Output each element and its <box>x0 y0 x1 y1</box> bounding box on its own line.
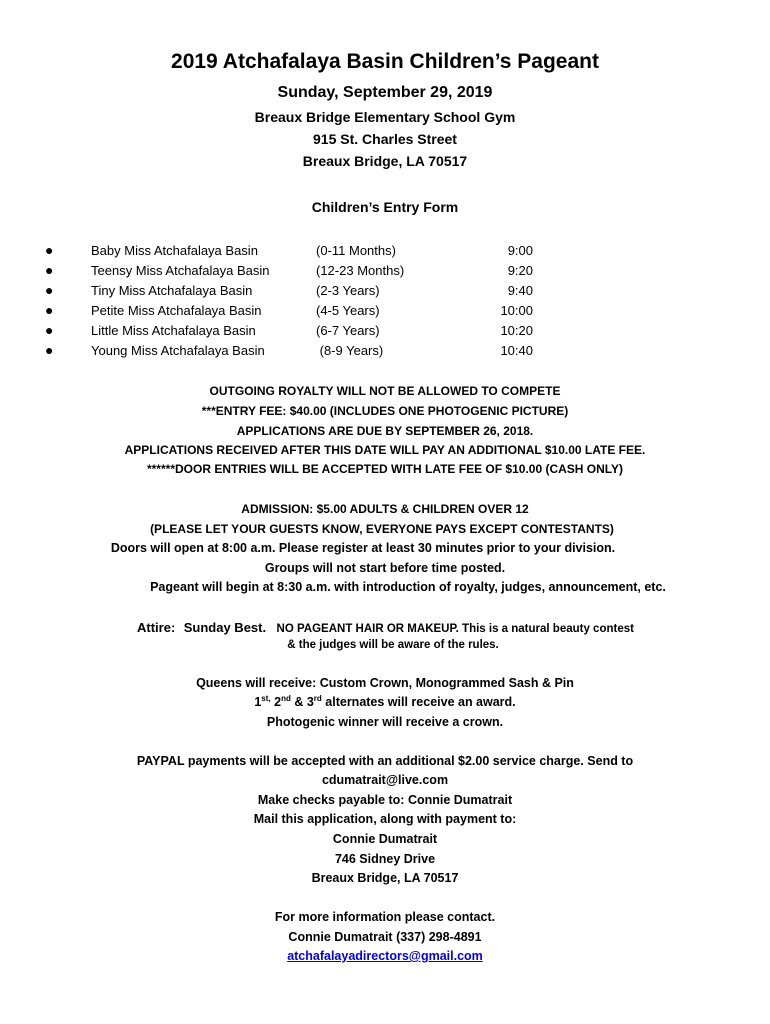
attire-line <box>137 619 634 637</box>
division-name: Young Miss Atchafalaya Basin <box>91 343 265 358</box>
bullet-icon: ● <box>45 342 54 358</box>
rule-royalty: OUTGOING ROYALTY WILL NOT BE ALLOWED TO COMPETE <box>209 384 561 398</box>
rule-due-date: APPLICATIONS ARE DUE BY SEPTEMBER 26, 2018. <box>236 424 534 438</box>
division-time: 9:00 <box>507 243 533 258</box>
mail-name: Connie Dumatrait <box>332 832 438 846</box>
attire-description: NO PAGEANT HAIR OR MAKEUP. This is a natural beauty contest <box>276 623 634 635</box>
contact-email-wrap <box>0 949 770 963</box>
contact-email-link[interactable]: atchafalayadirectors@gmail.com <box>287 949 483 963</box>
venue-name: Breaux Bridge Elementary School Gym <box>254 109 516 125</box>
checks-payable: Make checks payable to: Connie Dumatrait <box>257 793 513 807</box>
event-date: Sunday, September 29, 2019 <box>277 84 493 101</box>
alternates-award: $1^{st,}$ 2nd & 3rd alternates will receive an award. <box>254 693 516 709</box>
division-row <box>0 343 770 363</box>
division-age: (6-7 Years) <box>316 323 380 338</box>
division-row <box>0 323 770 343</box>
pageant-start-note: Pageant will begin at 8:30 a.m. with introduction of royalty, judges, announcement, etc. <box>150 580 666 594</box>
division-age: (4-5 Years) <box>316 303 380 318</box>
attire-description-2: & the judges will be aware of the rules. <box>287 639 499 651</box>
bullet-icon: ● <box>45 282 54 298</box>
division-name: Petite Miss Atchafalaya Basin <box>91 303 262 318</box>
venue-street: 915 St. Charles Street <box>313 131 457 147</box>
bullet-icon: ● <box>45 302 54 318</box>
mail-street: 746 Sidney Drive <box>334 852 436 866</box>
division-age: (8-9 Years) <box>316 343 384 358</box>
division-time: 9:20 <box>507 263 533 278</box>
bullet-icon: ● <box>45 322 54 338</box>
contact-intro: For more information please contact. <box>274 910 496 924</box>
division-name: Tiny Miss Atchafalaya Basin <box>91 283 253 298</box>
division-age: (0-11 Months) <box>316 243 396 258</box>
form-title: Children’s Entry Form <box>311 199 459 215</box>
division-time: 9:40 <box>507 283 533 298</box>
division-row <box>0 263 770 283</box>
attire-value: Sunday Best. <box>183 620 267 635</box>
division-row <box>0 303 770 323</box>
venue-city: Breaux Bridge, LA 70517 <box>302 153 468 169</box>
rule-entry-fee: ***ENTRY FEE: $40.00 (INCLUDES ONE PHOTOGENIC PICTURE) <box>201 404 569 418</box>
division-time: 10:40 <box>500 343 533 358</box>
division-time: 10:00 <box>500 303 533 318</box>
division-age: (12-23 Months) <box>316 263 405 278</box>
mail-instructions: Mail this application, along with payment to: <box>253 812 517 826</box>
bullet-icon: ● <box>45 242 54 258</box>
admission-price: ADMISSION: $5.00 ADULTS & CHILDREN OVER 12 <box>241 502 529 516</box>
paypal-note: PAYPAL payments will be accepted with an additional $2.00 service charge. Send to <box>136 754 634 768</box>
attire-label: Attire: <box>137 620 176 635</box>
photogenic-award: Photogenic winner will receive a crown. <box>266 715 504 729</box>
rule-late-fee: APPLICATIONS RECEIVED AFTER THIS DATE WILL PAY AN ADDITIONAL $10.00 LATE FEE. <box>124 443 646 457</box>
division-row <box>0 243 770 263</box>
queens-award: Queens will receive: Custom Crown, Monogrammed Sash & Pin <box>196 676 574 690</box>
contact-person: Connie Dumatrait (337) 298-4891 <box>288 930 482 944</box>
division-name: Little Miss Atchafalaya Basin <box>91 323 256 338</box>
doors-open-note: Doors will open at 8:00 a.m. Please register at least 30 minutes prior to your division. <box>110 541 616 555</box>
rule-door-entries: ******DOOR ENTRIES WILL BE ACCEPTED WITH LATE FEE OF $10.00 (CASH ONLY) <box>146 462 624 476</box>
groups-note: Groups will not start before time posted. <box>264 561 506 575</box>
division-row <box>0 283 770 303</box>
division-time: 10:20 <box>500 323 533 338</box>
paypal-email: cdumatrait@live.com <box>321 773 449 787</box>
mail-city: Breaux Bridge, LA 70517 <box>311 871 459 885</box>
bullet-icon: ● <box>45 262 54 278</box>
page-title: 2019 Atchafalaya Basin Children’s Pageant <box>171 50 599 73</box>
division-name: Teensy Miss Atchafalaya Basin <box>91 263 270 278</box>
division-name: Baby Miss Atchafalaya Basin <box>91 243 258 258</box>
division-age: (2-3 Years) <box>316 283 380 298</box>
admission-note: (PLEASE LET YOUR GUESTS KNOW, EVERYONE PAYS EXCEPT CONTESTANTS) <box>150 522 614 536</box>
